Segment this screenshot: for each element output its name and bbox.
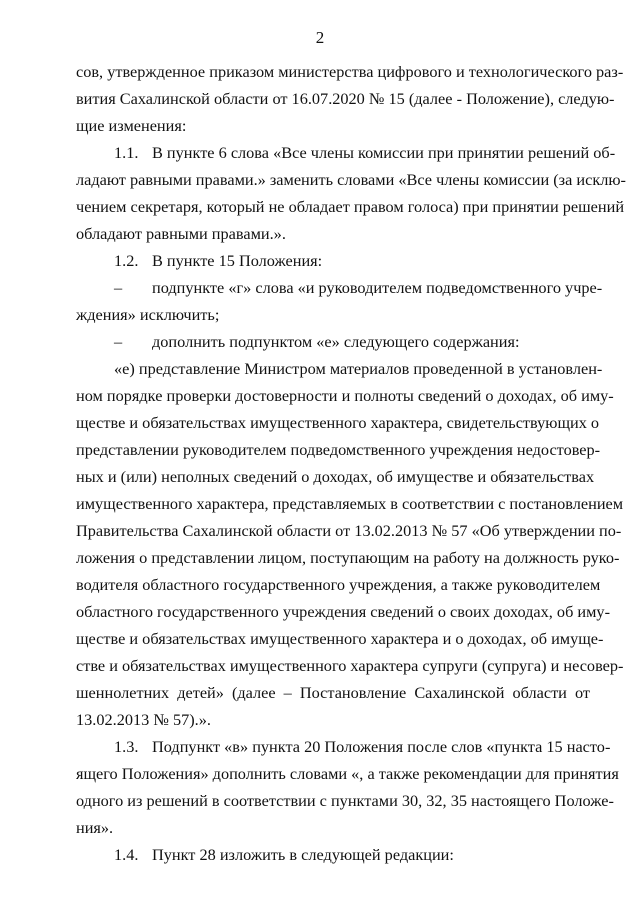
text-line: обладают равными правами.». xyxy=(76,224,286,243)
text-line: стве и обязательствах имущественного характера супруги (супруга) и несовер- xyxy=(76,656,624,675)
text-line: ящего Положения» дополнить словами «, а также рекомендации для принятия xyxy=(76,764,619,783)
text-line: ном порядке проверки достоверности и полноты сведений о доходах, об иму- xyxy=(76,386,614,405)
text-line: имущественного характера, представляемых в соответствии с постановлением xyxy=(76,494,624,513)
item-number: 1.3. xyxy=(114,737,139,756)
text-segment: дополнить подпунктом «е» следующего содержания: xyxy=(152,332,520,351)
text-line: вития Сахалинской области от 16.07.2020 № 15 (далее - Положение), следую- xyxy=(76,89,615,108)
text-segment: Пункт 28 изложить в следующей редакции: xyxy=(152,845,454,864)
dash-item-line xyxy=(114,332,590,352)
text-line: чением секретаря, который не обладает правом голоса) при принятии решений xyxy=(76,197,625,216)
text-line: «е) представление Министром материалов проведенной в установлен- xyxy=(114,359,603,378)
text-line: ния». xyxy=(76,818,114,837)
text-segment: подпункте «г» слова «и руководителем подведомственного учре- xyxy=(152,278,603,297)
page-number: 2 xyxy=(315,28,325,47)
dash-marker: – xyxy=(114,278,123,297)
text-segment: В пункте 15 Положения: xyxy=(152,251,323,270)
dash-item-line xyxy=(114,278,603,298)
text-line: ществе и обязательствах имущественного характера, свидетельствующих о xyxy=(76,413,600,432)
paragraph-first-line xyxy=(114,251,590,271)
text-line: областного государственного учреждения сведений о своих доходах, об иму- xyxy=(76,602,610,621)
text-line: ложения о представлении лицом, поступающим на работу на должность руко- xyxy=(76,548,620,567)
paragraph-first-line xyxy=(114,845,590,865)
item-number: 1.2. xyxy=(114,251,139,270)
item-number: 1.1. xyxy=(114,143,139,162)
item-number: 1.4. xyxy=(114,845,139,864)
text-segment: В пункте 6 слова «Все члены комиссии при принятии решений об- xyxy=(152,143,616,162)
text-line: шеннолетних детей» (далее – Постановление Сахалинской области от xyxy=(76,683,590,702)
text-line: водителя областного государственного учреждения, а также руководителем xyxy=(76,575,601,594)
paragraph-first-line xyxy=(114,737,611,757)
text-line: щие изменения: xyxy=(76,116,187,135)
text-line: ладают равными правами.» заменить словами «Все члены комиссии (за исклю- xyxy=(76,170,626,189)
text-line: одного из решений в соответствии с пунктами 30, 32, 35 настоящего Положе- xyxy=(76,791,614,810)
text-segment: Подпункт «в» пункта 20 Положения после слов «пункта 15 насто- xyxy=(152,737,611,756)
text-line: 13.02.2013 № 57).». xyxy=(76,710,211,729)
text-line: ществе и обязательствах имущественного характера и о доходах, об имуще- xyxy=(76,629,604,648)
paragraph-first-line xyxy=(114,143,616,163)
text-line: ждения» исключить; xyxy=(76,305,220,324)
text-line: ных и (или) неполных сведений о доходах, об имуществе и обязательствах xyxy=(76,467,595,486)
dash-marker: – xyxy=(114,332,123,351)
text-line: сов, утвержденное приказом министерства цифрового и технологического раз- xyxy=(76,62,624,81)
text-line: представлении руководителем подведомственного учреждения недостовер- xyxy=(76,440,601,459)
text-line: Правительства Сахалинской области от 13.02.2013 № 57 «Об утверждении по- xyxy=(76,521,622,540)
